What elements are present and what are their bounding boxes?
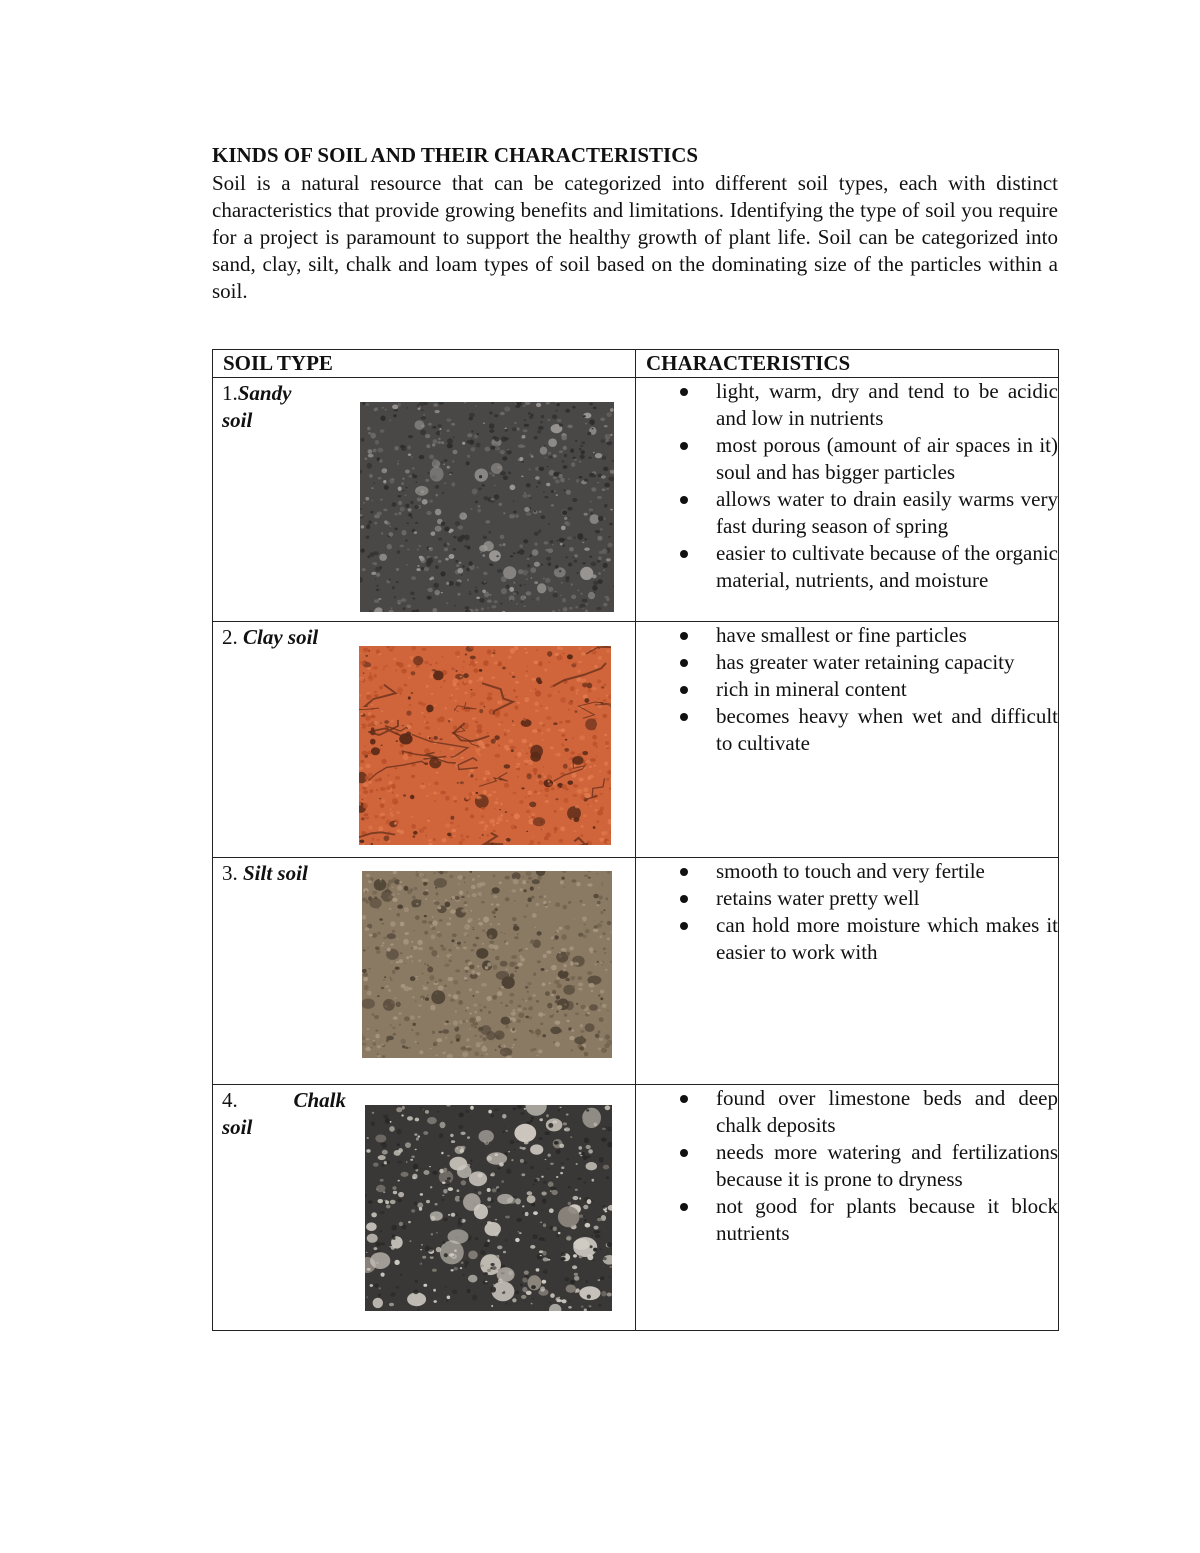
- bullet-icon: [680, 1095, 688, 1103]
- characteristic-text: retains water pretty well: [716, 886, 920, 910]
- characteristic-text: smooth to touch and very fertile: [716, 859, 985, 883]
- characteristic-text: has greater water retaining capacity: [716, 650, 1015, 674]
- table-row: [213, 1085, 1059, 1331]
- bullet-icon: [680, 895, 688, 903]
- bullet-icon: [680, 686, 688, 694]
- characteristic-text: becomes heavy when wet and difficult to cultivate: [716, 704, 1058, 755]
- soil-type-label: [222, 860, 308, 887]
- characteristic-item: [636, 432, 1058, 486]
- characteristic-item: [636, 1085, 1058, 1139]
- characteristic-text: allows water to drain easily warms very fast during season of spring: [716, 487, 1058, 538]
- characteristic-item: [636, 622, 1058, 649]
- characteristic-text: needs more watering and fertilizations because it is prone to dryness: [716, 1140, 1058, 1191]
- soil-name: Clay soil: [243, 625, 319, 649]
- characteristic-text: most porous (amount of air spaces in it) soul and has bigger particles: [716, 433, 1058, 484]
- bullet-icon: [680, 1203, 688, 1211]
- silt-soil-photo: [362, 871, 612, 1058]
- soil-type-label-continued: [222, 1114, 252, 1141]
- characteristics-cell: [636, 622, 1059, 858]
- soil-type-label: [222, 380, 312, 434]
- intro-paragraph: Soil is a natural resource that can be categorized into different soil types, each with distinct characteristics that provide growing benefits and limitations. Identifying the type of soil you require for a project is paramount to support the healthy growth of plant life. Soil can be categorized into sand, clay, silt, chalk and loam types of soil based on the dominating size of the particles within a soil.: [212, 171, 1058, 303]
- characteristic-text: rich in mineral content: [716, 677, 907, 701]
- sandy-soil-photo: [360, 402, 614, 612]
- soil-number: 1.: [222, 381, 238, 405]
- bullet-icon: [680, 550, 688, 558]
- characteristic-item: [636, 885, 1058, 912]
- characteristic-text: not good for plants because it block nutrients: [716, 1194, 1058, 1245]
- soil-name: Silt soil: [243, 861, 308, 885]
- characteristics-list: [636, 858, 1058, 966]
- bullet-icon: [680, 868, 688, 876]
- soil-type-label: [222, 624, 318, 651]
- soil-name-second: soil: [222, 1115, 253, 1139]
- characteristic-item: [636, 378, 1058, 432]
- characteristics-list: [636, 622, 1058, 757]
- soil-table: [212, 349, 1059, 1331]
- characteristics-list: [636, 378, 1058, 594]
- characteristic-item: [636, 912, 1058, 966]
- soil-type-cell: [213, 858, 636, 1085]
- header-characteristics: CHARACTERISTICS: [636, 350, 1059, 378]
- soil-number: 2.: [222, 625, 238, 649]
- characteristic-item: [636, 1193, 1058, 1247]
- characteristic-item: [636, 649, 1058, 676]
- characteristics-cell: [636, 378, 1059, 622]
- bullet-icon: [680, 496, 688, 504]
- soil-name-first: Chalk: [293, 1088, 346, 1112]
- characteristic-item: [636, 858, 1058, 885]
- characteristic-item: [636, 540, 1058, 594]
- clay-soil-photo: [359, 646, 611, 845]
- page-title: KINDS OF SOIL AND THEIR CHARACTERISTICS: [212, 143, 699, 167]
- table-header-row: [213, 350, 1059, 378]
- characteristic-text: found over limestone beds and deep chalk deposits: [716, 1086, 1058, 1137]
- table-row: [213, 622, 1059, 858]
- soil-number: 3.: [222, 861, 238, 885]
- soil-type-cell: [213, 622, 636, 858]
- bullet-icon: [680, 922, 688, 930]
- characteristic-item: [636, 703, 1058, 757]
- header-soil-type: SOIL TYPE: [213, 350, 636, 378]
- characteristics-list: [636, 1085, 1058, 1247]
- characteristic-text: have smallest or fine particles: [716, 623, 967, 647]
- characteristics-cell: [636, 858, 1059, 1085]
- soil-type-label: [222, 1087, 346, 1114]
- soil-name: Sandy soil: [222, 381, 292, 432]
- characteristic-item: [636, 1139, 1058, 1193]
- soil-type-cell: [213, 378, 636, 622]
- bullet-icon: [680, 632, 688, 640]
- bullet-icon: [680, 1149, 688, 1157]
- characteristic-text: light, warm, dry and tend to be acidic and low in nutrients: [716, 379, 1058, 430]
- table-row: [213, 858, 1059, 1085]
- characteristic-text: easier to cultivate because of the organic material, nutrients, and moisture: [716, 541, 1058, 592]
- characteristic-item: [636, 486, 1058, 540]
- characteristic-item: [636, 676, 1058, 703]
- soil-type-cell: [213, 1085, 636, 1331]
- bullet-icon: [680, 442, 688, 450]
- bullet-icon: [680, 713, 688, 721]
- bullet-icon: [680, 659, 688, 667]
- table-row: [213, 378, 1059, 622]
- characteristic-text: can hold more moisture which makes it easier to work with: [716, 913, 1058, 964]
- chalk-soil-photo: [365, 1105, 612, 1311]
- bullet-icon: [680, 388, 688, 396]
- characteristics-cell: [636, 1085, 1059, 1331]
- soil-number: 4.: [222, 1088, 238, 1112]
